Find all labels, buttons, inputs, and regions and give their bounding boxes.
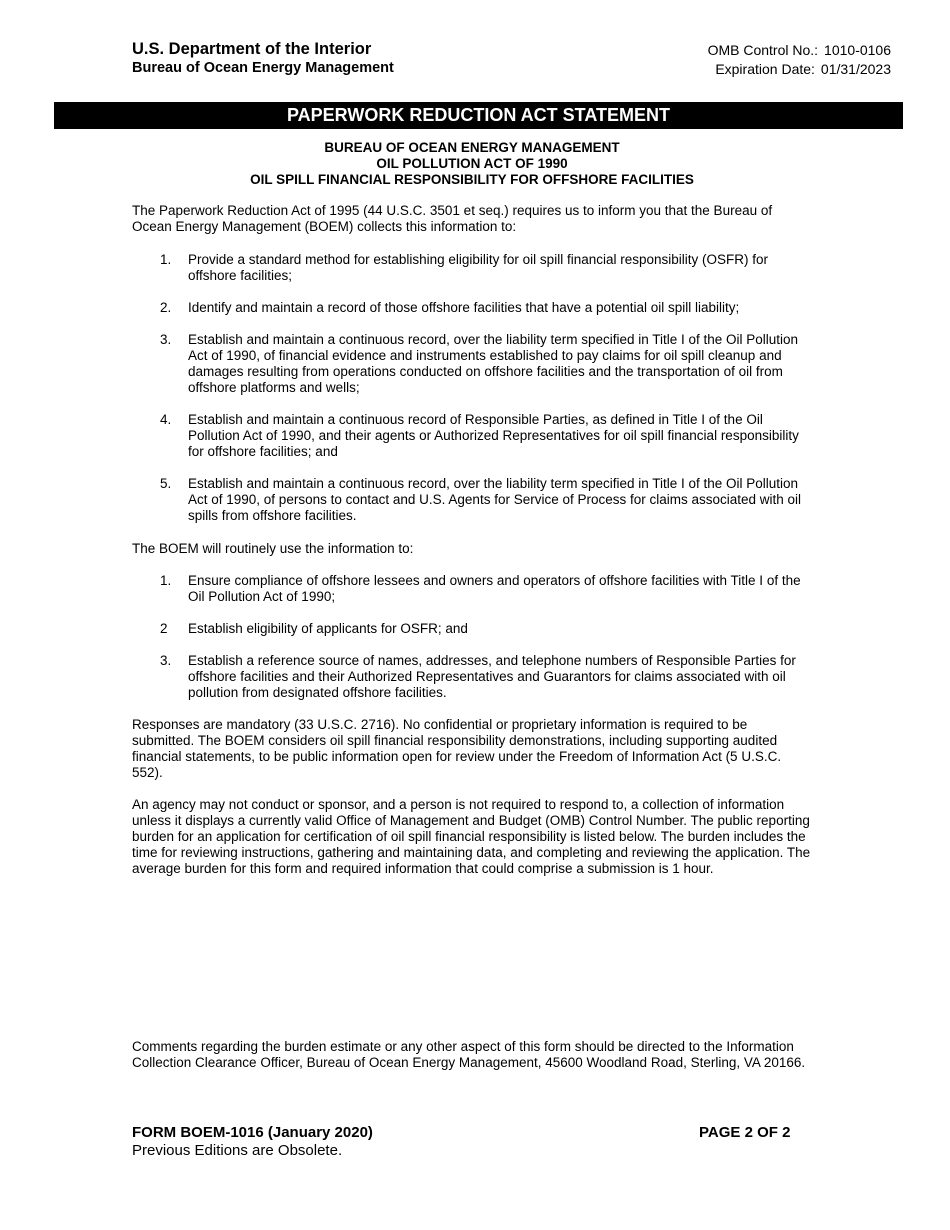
list-item-text: Establish and maintain a continuous record of Responsible Parties, as defined in Title I of the Oil Pollution Act of 1990, and their agents or Authorized Representatives for oil spill financial responsibility for offshore facilities; and xyxy=(188,412,799,459)
list-item xyxy=(132,621,812,637)
expiration-row xyxy=(708,60,891,79)
footer-form-block xyxy=(132,1124,373,1160)
header-agency-block xyxy=(132,39,394,78)
list-item-text: Establish and maintain a continuous record, over the liability term specified in Title I of the Oil Pollution Act of 1990, of financial evidence and instruments established to pay claims for oil spill cleanup and damages resulting from operations conducted on offshore facilities and the transportation of oil from offshore platforms and wells; xyxy=(188,332,799,395)
list-item xyxy=(132,332,812,396)
bureau-name: Bureau of Ocean Energy Management xyxy=(132,60,394,76)
agency-name: U.S. Department of the Interior xyxy=(132,40,372,58)
form-id: FORM BOEM-1016 (January 2020) xyxy=(132,1124,373,1141)
list-item-number: 5. xyxy=(160,476,172,491)
statement-subtitles xyxy=(132,140,812,188)
responses-paragraph: Responses are mandatory (33 U.S.C. 2716). No confidential or proprietary information is required to be submitted. The BOEM considers oil spill financial responsibility demonstrations, including supporting audited financial statements, to be public information open for review under the Freedom of Information Act (5 U.S.C. 552). xyxy=(132,717,782,780)
collection-purpose-list xyxy=(132,252,812,524)
list-item-text: Ensure compliance of offshore lessees and owners and operators of offshore facilities with Title I of the Oil Pollution Act of 1990; xyxy=(188,573,801,604)
list-item xyxy=(132,412,812,460)
list-item-text: Provide a standard method for establishing eligibility for oil spill financial responsibility (OSFR) for offshore facilities; xyxy=(188,252,769,283)
list-item xyxy=(132,653,812,701)
omb-control-row xyxy=(708,41,891,60)
expiration-value: 01/31/2023 xyxy=(820,61,891,77)
list-item xyxy=(132,476,812,524)
list-item xyxy=(132,252,812,284)
statement-banner: PAPERWORK REDUCTION ACT STATEMENT xyxy=(54,102,903,129)
list-item-number: 2 xyxy=(160,621,168,636)
list-item xyxy=(132,300,812,316)
page-number: PAGE 2 OF 2 xyxy=(699,1124,791,1141)
use-intro-paragraph: The BOEM will routinely use the information to: xyxy=(132,541,414,556)
subtitle-bureau: BUREAU OF OCEAN ENERGY MANAGEMENT xyxy=(324,140,620,155)
list-item-number: 3. xyxy=(160,332,172,347)
omb-control-label: OMB Control No.: xyxy=(707,42,819,58)
list-item-number: 4. xyxy=(160,412,172,427)
list-item-text: Establish eligibility of applicants for OSFR; and xyxy=(188,621,468,636)
list-item-text: Identify and maintain a record of those offshore facilities that have a potential oil spill liability; xyxy=(188,300,740,315)
intro-paragraph: The Paperwork Reduction Act of 1995 (44 U.S.C. 3501 et seq.) requires us to inform you that the Bureau of Ocean Energy Management (BOEM) collects this information to: xyxy=(132,203,773,234)
list-item-number: 1. xyxy=(160,573,172,588)
obsolete-notice: Previous Editions are Obsolete. xyxy=(132,1142,343,1159)
subtitle-osfr: OIL SPILL FINANCIAL RESPONSIBILITY FOR OFFSHORE FACILITIES xyxy=(250,172,694,187)
subtitle-act: OIL POLLUTION ACT OF 1990 xyxy=(376,156,568,171)
list-item-number: 2. xyxy=(160,300,172,315)
expiration-label: Expiration Date: xyxy=(715,61,815,77)
list-item xyxy=(132,573,812,605)
header-control-block xyxy=(708,41,891,79)
burden-paragraph: An agency may not conduct or sponsor, and a person is not required to respond to, a collection of information unless it displays a currently valid Office of Management and Budget (OMB) Control Number. The public reporting burden for an application for certification of oil spill financial responsibility is listed below. The burden includes the time for reviewing instructions, gathering and maintaining data, and completing and reviewing the application. The average burden for this form and required information that could comprise a submission is 1 hour. xyxy=(132,797,811,876)
omb-control-value: 1010-0106 xyxy=(824,42,891,58)
list-item-number: 3. xyxy=(160,653,172,668)
list-item-text: Establish and maintain a continuous record, over the liability term specified in Title I of the Oil Pollution Act of 1990, of persons to contact and U.S. Agents for Service of Process for claims associated with oil spills from offshore facilities. xyxy=(188,476,802,523)
routine-use-list xyxy=(132,573,812,701)
comments-paragraph: Comments regarding the burden estimate or any other aspect of this form should be directed to the Information Collection Clearance Officer, Bureau of Ocean Energy Management, 45600 Woodland Road, Sterling, VA 20166. xyxy=(132,1039,806,1070)
list-item-number: 1. xyxy=(160,252,172,267)
list-item-text: Establish a reference source of names, addresses, and telephone numbers of Responsible Parties for offshore facilities and their Authorized Representatives and Guarantors for claims associated with oil pollution from designated offshore facilities. xyxy=(188,653,796,700)
